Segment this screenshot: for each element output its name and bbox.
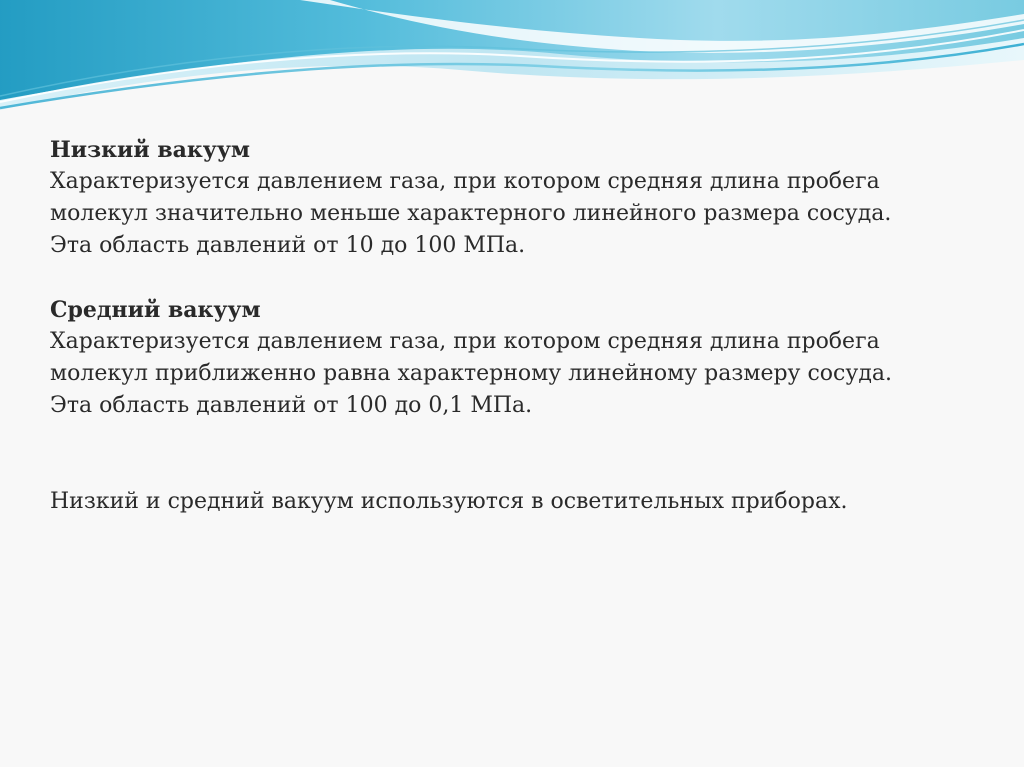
slide-body <box>50 134 990 518</box>
spacer <box>50 262 990 294</box>
section-text-line: молекул значительно меньше характерного линейного размера сосуда. <box>50 201 892 226</box>
spacer <box>50 422 990 486</box>
section-text-line: Эта область давлений от 100 до 0,1 МПа. <box>50 393 533 418</box>
section-text-line: Характеризуется давлением газа, при котором средняя длина пробега <box>50 329 880 354</box>
wave-header-decoration <box>0 0 1024 120</box>
footer-text: Низкий и средний вакуум используются в осветительных приборах. <box>50 489 848 514</box>
section-medium-vacuum <box>50 294 990 422</box>
section-text-line: молекул приближенно равна характерному линейному размеру сосуда. <box>50 361 892 386</box>
footer-statement <box>50 486 990 518</box>
section-text-line: Характеризуется давлением газа, при котором средняя длина пробега <box>50 169 880 194</box>
section-low-vacuum <box>50 134 990 262</box>
section-heading: Средний вакуум <box>50 297 261 323</box>
section-text-line: Эта область давлений от 10 до 100 МПа. <box>50 233 526 258</box>
section-heading: Низкий вакуум <box>50 137 251 163</box>
